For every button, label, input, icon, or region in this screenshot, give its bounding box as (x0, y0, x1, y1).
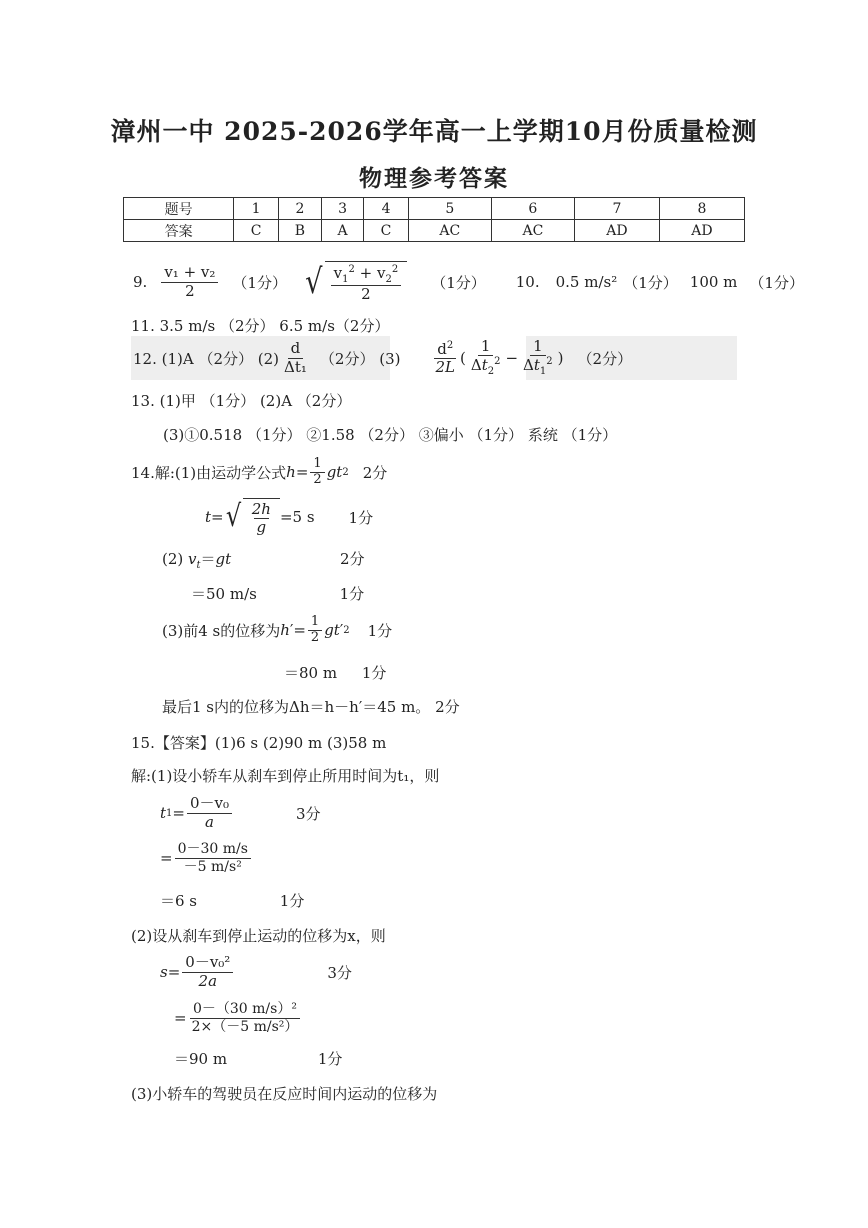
q12-line: 12. (1)A （2分） (2) $\frac{d}{\text{Δt₁}}$ （2分） (3) $\frac{d^2}{2L}$ ( $\frac{1}{\Delta t_2^2}$ − $\frac{1}{\Delta t_1^2}$ ) （2分） (133, 337, 633, 378)
exam-title: 漳州一中 2025-2026学年高一上学期10月份质量检测 (110, 117, 758, 146)
q10-value-1: 0.5 m/s² (555, 273, 618, 291)
table-cell: AD (574, 220, 659, 242)
q15-line-3: (2)设从刹车到停止运动的位移为x，则 (131, 927, 386, 945)
table-cell: C (234, 220, 279, 242)
table-cell: B (278, 220, 321, 242)
exam-subtitle: 物理参考答案 (359, 165, 509, 192)
row-label-answer: 答案 (124, 220, 234, 242)
table-cell: 1 (234, 198, 279, 220)
q10-score-2: （1分） (749, 273, 804, 292)
q15-line-2: 解:(1)设小轿车从刹车到停止所用时间为t₁，则 (131, 767, 440, 785)
q15-line-4: (3)小轿车的驾驶员在反应时间内运动的位移为 (131, 1085, 438, 1103)
table-cell: AC (491, 220, 574, 242)
q10-label: 10. (515, 273, 540, 291)
table-cell: 5 (408, 198, 491, 220)
q9-label: 9. (133, 273, 148, 291)
q15-eq-f: ＝90 m 1分 (174, 1050, 343, 1068)
q14-line-1: 14.解:(1)由运动学公式 h = $\frac{1}{2}$ gt 2 2分 (131, 455, 388, 487)
table-cell: AC (408, 220, 491, 242)
q13-line-2: (3)①0.518 （1分） ②1.58 （2分） ③偏小 （1分） 系统 （1分） (163, 426, 618, 444)
q9-line (133, 262, 804, 302)
q10-value-2: 100 m (689, 273, 738, 291)
table-cell: 7 (574, 198, 659, 220)
table-cell: 6 (491, 198, 574, 220)
q15-eq-d: s = $\frac{\text{0－v₀²}}{2a}$ 3分 (160, 953, 352, 990)
q9-sqrt: √ $\frac{v_1^2 + v_2^2}{2}$ (303, 261, 407, 304)
q12-fraction-d: $\frac{d}{\text{Δt₁}}$ (284, 339, 307, 376)
row-label-question: 题号 (124, 198, 234, 220)
q9-fraction-1: $\frac{\text{v₁ + v₂}}{2}$ (161, 264, 218, 300)
table-cell: 3 (321, 198, 363, 220)
q15-line-1: 15.【答案】(1)6 s (2)90 m (3)58 m (131, 734, 387, 752)
q11-line: 11. 3.5 m/s （2分） 6.5 m/s（2分） (131, 317, 390, 335)
table-row-numbers (124, 198, 745, 220)
q14-line-3: (2) $v_t=gt$ 2分 (162, 550, 365, 571)
q14-line-6: ＝80 m 1分 (284, 664, 387, 682)
table-cell: 4 (364, 198, 409, 220)
q14-line-5: (3)前4 s的位移为 h ′= $\frac{1}{2}$ gt ′ 2 1分 (162, 613, 393, 645)
q10-score-1: （1分） (623, 273, 678, 292)
q12-formula: $\frac{d^2}{2L}$ ( $\frac{1}{\Delta t_2^2}$ − $\frac{1}{\Delta t_1^2}$ ) (435, 337, 564, 378)
q9-score-2: （1分） (431, 273, 486, 292)
answer-table (123, 197, 745, 242)
q9-score-1: （1分） (232, 273, 287, 292)
q15-eq-b: = $\frac{0-30 m/s}{\text{－5 m/s²}}$ (160, 838, 253, 878)
q15-eq-a: t 1 = $\frac{\text{0－v₀}}{a}$ 3分 (160, 794, 321, 831)
q14-line-7: 最后1 s内的位移为Δh＝h－h′＝45 m。 2分 (162, 698, 460, 716)
table-cell: 8 (659, 198, 744, 220)
table-cell: C (364, 220, 409, 242)
table-cell: 2 (278, 198, 321, 220)
table-row-answers (124, 220, 745, 242)
table-cell: AD (659, 220, 744, 242)
table-cell: A (321, 220, 363, 242)
q15-eq-c: ＝6 s 1分 (160, 892, 305, 910)
q14-line-4: ＝50 m/s 1分 (191, 585, 365, 603)
q14-line-2: t = √ $\frac{2h}{g}$ =5 s 1分 (205, 499, 374, 536)
q15-eq-e: = $\frac{\text{0－（30 m/s）²}}{\text{2×（－5 m/s²）}}$ (174, 1001, 299, 1035)
q13-line-1: 13. (1)甲 （1分） (2)A （2分） (131, 392, 352, 410)
